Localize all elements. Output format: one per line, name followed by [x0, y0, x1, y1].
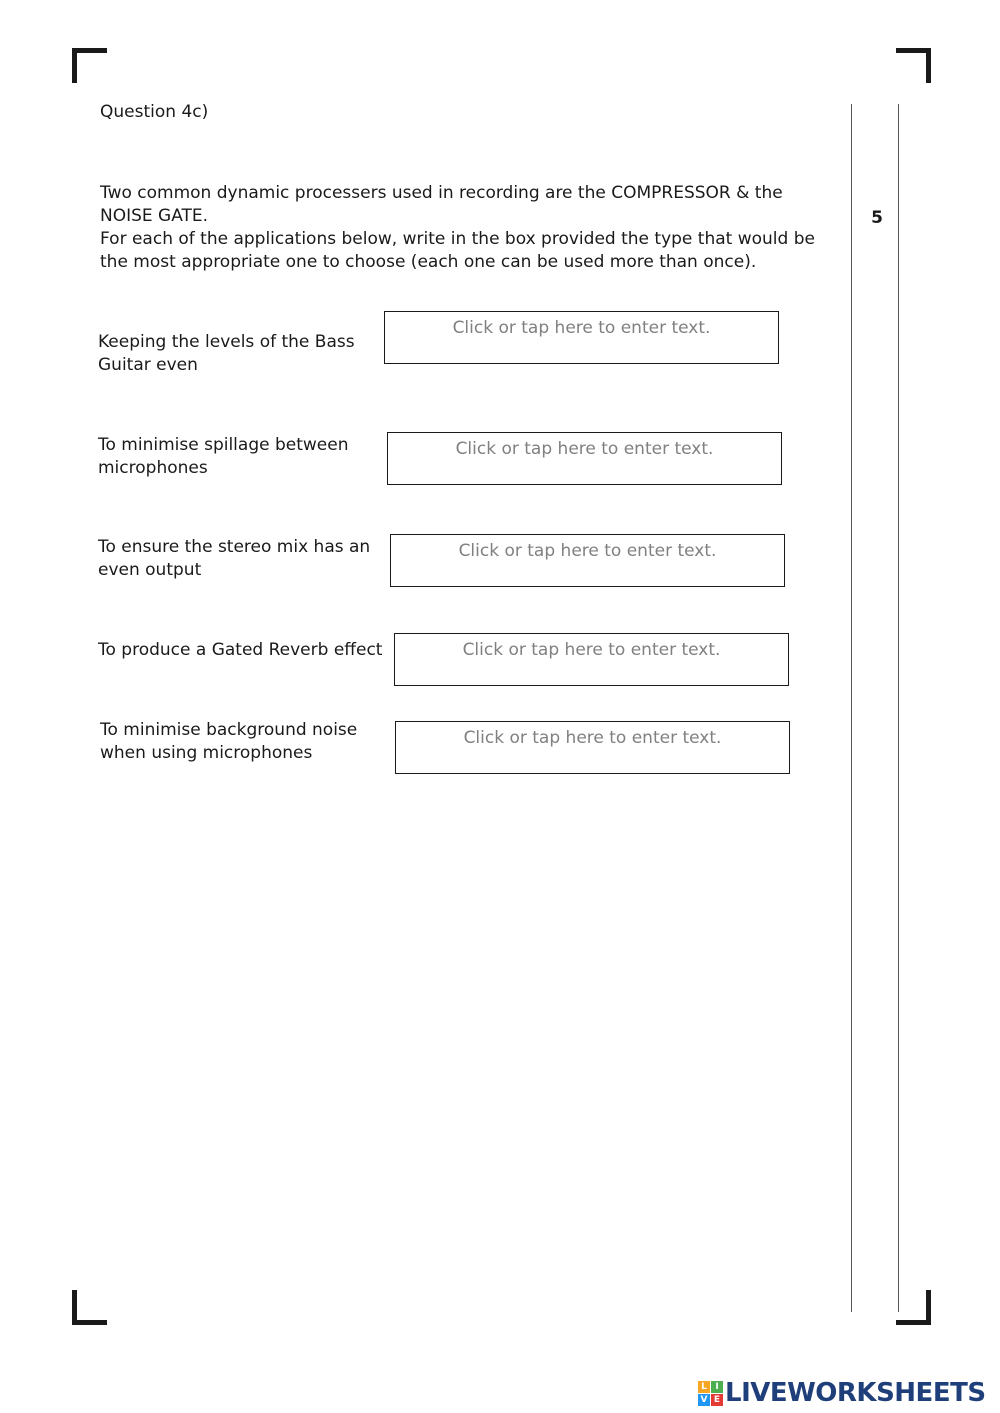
margin-line-right — [898, 104, 899, 1312]
logo-letter: I — [711, 1381, 723, 1393]
answer-field-bass-guitar[interactable]: Click or tap here to enter text. — [384, 311, 779, 364]
answer-field-spillage[interactable]: Click or tap here to enter text. — [387, 432, 782, 485]
item-label-bass-guitar: Keeping the levels of the Bass Guitar even — [98, 332, 355, 375]
question-intro — [100, 182, 830, 274]
question-label: Question 4c) — [100, 102, 209, 122]
liveworksheets-logo-icon — [698, 1381, 723, 1406]
item-label-background-noise: To minimise background noise when using microphones — [100, 720, 358, 763]
crop-mark-bottom-right — [896, 1290, 931, 1325]
answer-field-stereo-mix[interactable]: Click or tap here to enter text. — [390, 534, 785, 587]
intro-line-2: For each of the applications below, write in the box provided the type that would be the most appropriate one to choose (each one can be used more than once). — [100, 229, 815, 272]
crop-mark-bottom-left — [72, 1290, 107, 1325]
logo-letter: E — [711, 1394, 723, 1406]
item-label-spillage: To minimise spillage between microphones — [98, 435, 349, 478]
liveworksheets-branding[interactable] — [698, 1378, 986, 1408]
answer-field-background-noise[interactable]: Click or tap here to enter text. — [395, 721, 790, 774]
marks-value: 5 — [871, 208, 883, 228]
item-label-stereo-mix: To ensure the stereo mix has an even output — [98, 537, 371, 580]
logo-letter: L — [698, 1381, 710, 1393]
answer-field-gated-reverb[interactable]: Click or tap here to enter text. — [394, 633, 789, 686]
crop-mark-top-left — [72, 48, 107, 83]
crop-mark-top-right — [896, 48, 931, 83]
margin-line-left — [851, 104, 852, 1312]
intro-line-1: Two common dynamic processers used in recording are the COMPRESSOR & the NOISE GATE. — [100, 183, 783, 226]
item-label-gated-reverb: To produce a Gated Reverb effect — [98, 640, 383, 660]
logo-letter: V — [698, 1394, 710, 1406]
liveworksheets-wordmark: LIVEWORKSHEETS — [725, 1378, 986, 1408]
